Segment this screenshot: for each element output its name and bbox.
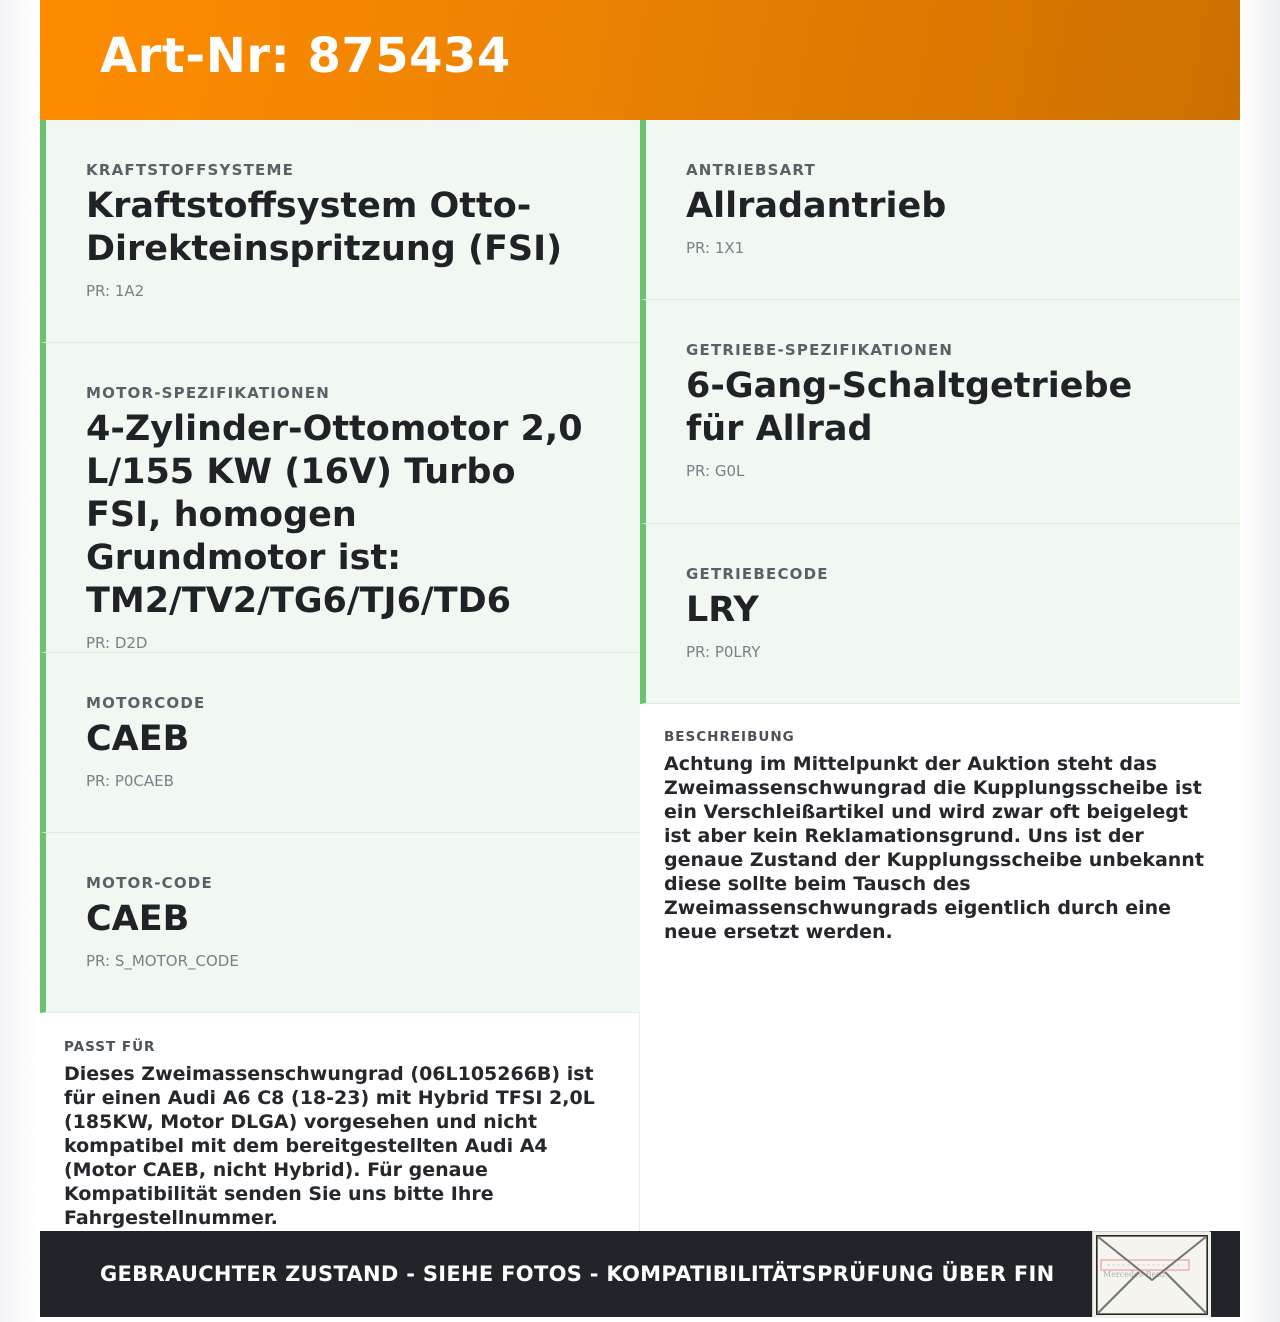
page-title: Art-Nr: 875434 bbox=[100, 28, 511, 84]
spec-category: MOTOR-CODE bbox=[86, 874, 213, 892]
spec-card-getriebecode bbox=[640, 524, 1240, 704]
spec-card-motorcode bbox=[40, 653, 640, 833]
fits-section bbox=[40, 1038, 640, 1230]
description-text: Achtung im Mittelpunkt der Auktion steht das Zweimassenschwungrad die Kupplungsscheibe ist ein Verschleißartikel und wird zwar oft beigelegt ist aber kein Reklamationsgrund. Uns ist der genaue Zustand der Kupplungsscheibe unbekannt diese sollte beim Tausch des Zweimassenschwungrads eigentlich durch eine neue ersetzt werden. bbox=[664, 753, 1204, 943]
fits-label: PASST FÜR bbox=[64, 1039, 156, 1055]
envelope-icon bbox=[1093, 1232, 1211, 1318]
spec-card-motor-code bbox=[40, 833, 640, 1013]
description-label: BESCHREIBUNG bbox=[664, 729, 795, 745]
spec-pr-code: PR: 1X1 bbox=[686, 239, 745, 257]
product-sheet bbox=[40, 0, 1240, 1317]
envelope-stamp-image bbox=[1092, 1231, 1210, 1317]
spec-category: GETRIEBE-SPEZIFIKATIONEN bbox=[686, 341, 954, 359]
spec-pr-code: PR: D2D bbox=[86, 634, 148, 652]
spec-pr-code: PR: P0LRY bbox=[686, 643, 761, 661]
spec-value: CAEB bbox=[86, 899, 190, 939]
spec-value: 4-Zylinder-Ottomotor 2,0 L/155 KW (16V) Turbo FSI, homogen Grundmotor ist: TM2/TV2/TG6/TJ6/TD6 bbox=[86, 409, 583, 621]
spec-value: 6-Gang-Schaltgetriebe für Allrad bbox=[686, 366, 1133, 449]
spec-value: LRY bbox=[686, 590, 759, 630]
header-bar bbox=[40, 0, 1240, 120]
spec-category: KRAFTSTOFFSYSTEME bbox=[86, 161, 295, 179]
spec-pr-code: PR: G0L bbox=[686, 462, 745, 480]
spec-card-motor-spezifikationen bbox=[40, 343, 640, 653]
spec-category: MOTOR-SPEZIFIKATIONEN bbox=[86, 384, 330, 402]
spec-pr-code: PR: S_MOTOR_CODE bbox=[86, 952, 239, 970]
spec-value: Kraftstoffsystem Otto-Direkteinspritzung (FSI) bbox=[86, 186, 563, 269]
spec-value: CAEB bbox=[86, 719, 190, 759]
spec-category: ANTRIEBSART bbox=[686, 161, 816, 179]
spec-card-kraftstoffsysteme bbox=[40, 120, 640, 343]
spec-category: GETRIEBECODE bbox=[686, 565, 829, 583]
spec-pr-code: PR: P0CAEB bbox=[86, 772, 174, 790]
right-spec-column bbox=[640, 120, 1240, 704]
footer-notice: GEBRAUCHTER ZUSTAND - SIEHE FOTOS - KOMPATIBILITÄTSPRÜFUNG ÜBER FIN bbox=[100, 1262, 1055, 1286]
spec-pr-code: PR: 1A2 bbox=[86, 282, 145, 300]
spec-card-getriebe-spezifikationen bbox=[640, 300, 1240, 524]
fits-text: Dieses Zweimassenschwungrad (06L105266B) ist für einen Audi A6 C8 (18-23) mit Hybrid TFSI 2,0L (185KW, Motor DLGA) vorgesehen und nicht kompatibel mit dem bereitgestellten Audi A4 (Motor CAEB, nicht Hybrid). Für genaue Kompatibilität senden Sie uns bitte Ihre Fahrgestellnummer. bbox=[64, 1063, 595, 1229]
footer-bar bbox=[40, 1231, 1240, 1317]
spec-value: Allradantrieb bbox=[686, 186, 947, 226]
description-section bbox=[640, 728, 1240, 944]
column-divider bbox=[639, 1013, 640, 1231]
spec-category: MOTORCODE bbox=[86, 694, 206, 712]
stamp-text: Mercedes-Benz bbox=[1103, 1270, 1166, 1279]
spec-card-antriebsart bbox=[640, 120, 1240, 300]
left-spec-column bbox=[40, 120, 640, 1013]
